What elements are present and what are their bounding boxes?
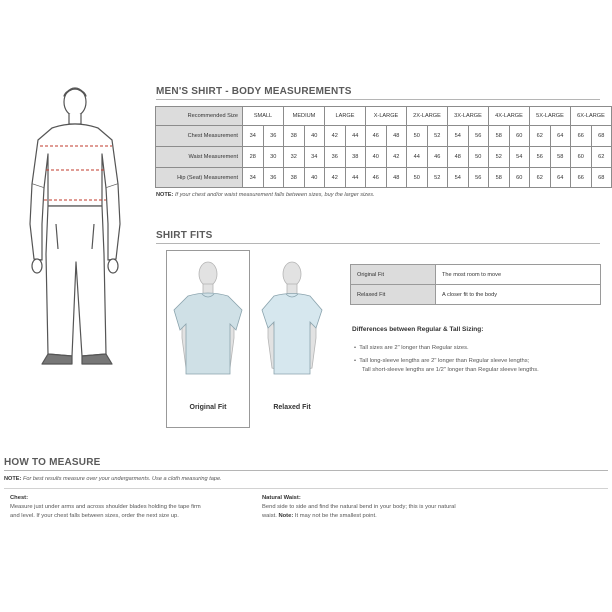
divider [4,470,608,471]
size-header: X-LARGE [366,107,407,126]
table-cell: 48 [448,147,469,168]
fit-description-cell: A closer fit to the body [436,285,601,305]
table-cell: 54 [448,126,469,147]
table-cell: 44 [345,168,366,188]
waist-text: Bend side to side and find the natural bend in your body; this is your natural [262,504,456,510]
table-cell: 50 [407,126,428,147]
table-cell: 36 [325,147,346,168]
table-cell: 58 [489,126,510,147]
table-cell: 50 [407,168,428,188]
table-cell: 40 [304,168,325,188]
table-row [156,126,612,147]
table-cell: 52 [427,126,448,147]
table-cell: 54 [448,168,469,188]
size-header: SMALL [243,107,284,126]
bullet-icon: • [354,358,360,364]
waist-text [262,512,512,521]
table-cell: 60 [509,168,530,188]
table-cell: 44 [345,126,366,147]
table-cell: 42 [325,168,346,188]
waist-heading: Natural Waist: [262,495,301,501]
shirt-fits-title: SHIRT FITS [156,230,213,241]
size-header: 5X-LARGE [530,107,571,126]
table-cell: 44 [407,147,428,168]
chest-instructions [10,494,260,521]
table-cell: 40 [366,147,387,168]
table-row [156,107,612,126]
table-cell: 66 [571,168,592,188]
row-label: Hip (Seat) Measurement [156,168,243,188]
original-fit-label: Original Fit [189,404,227,411]
table-cell: 60 [571,147,592,168]
chest-text: Measure just under arms and across shoulder blades holding the tape firm [10,504,201,510]
table-cell: 56 [468,168,489,188]
table-cell: 34 [243,168,264,188]
table-row [351,285,601,305]
size-header: LARGE [325,107,366,126]
table-cell: 50 [468,147,489,168]
divider [4,488,608,489]
table-cell: 68 [591,126,612,147]
fit-name-cell: Relaxed Fit [351,285,436,305]
table-cell: 62 [591,147,612,168]
waist-text-part: It may not be the smallest point. [293,513,377,519]
table-cell: 56 [468,126,489,147]
divider [156,243,600,244]
divider [156,99,600,100]
fit-name-cell: Original Fit [351,265,436,285]
list-item [354,366,604,375]
table-cell: 36 [263,168,284,188]
how-to-measure-title: HOW TO MEASURE [4,457,101,468]
table-cell: 68 [591,168,612,188]
size-note [156,192,375,198]
bullet-text: Tall long-sleeve lengths are 2" longer than Regular sleeve lengths; [359,358,530,364]
table-cell: 46 [366,168,387,188]
table-cell: 48 [386,126,407,147]
table-cell: 34 [304,147,325,168]
table-cell: 64 [550,168,571,188]
table-cell: 36 [263,126,284,147]
relaxed-fit-label: Relaxed Fit [273,404,311,411]
bullet-text: Tall sizes are 2" longer than Regular sizes. [359,345,469,351]
bullet-icon: • [354,345,360,351]
table-cell: 38 [284,126,305,147]
table-header-cell: Recommended Size [156,107,243,126]
table-row [156,147,612,168]
row-label: Waist Measurement [156,147,243,168]
waist-note-prefix: Note: [278,513,294,519]
table-cell: 46 [366,126,387,147]
chest-text: and level. If your chest falls between sizes, order the next size up. [10,513,179,519]
table-cell: 64 [550,126,571,147]
size-chart-table [155,106,612,188]
table-cell: 38 [345,147,366,168]
table-cell: 40 [304,126,325,147]
measure-note [4,476,222,482]
list-item [354,357,604,366]
fit-description-cell: The most room to move [436,265,601,285]
sizing-differences-title: Differences between Regular & Tall Sizing: [352,326,484,333]
table-cell: 34 [243,126,264,147]
table-cell: 60 [509,126,530,147]
table-cell: 52 [489,147,510,168]
row-label: Chest Measurement [156,126,243,147]
size-header: 3X-LARGE [448,107,489,126]
table-cell: 48 [386,168,407,188]
sizing-bullet-list [354,344,604,375]
bullet-text: Tall short-sleeve lengths are 1/2" longer than Regular sleeve lengths. [362,367,539,373]
table-cell: 38 [284,168,305,188]
note-prefix: NOTE: [4,476,22,482]
note-text: If your chest and/or waist measurement falls between sizes, buy the larger sizes. [173,192,375,198]
original-fit-shirt-illustration [170,258,246,388]
body-measurements-title: MEN'S SHIRT - BODY MEASUREMENTS [156,86,352,97]
waist-text-part: waist. [262,513,277,519]
table-cell: 62 [530,126,551,147]
size-header: MEDIUM [284,107,325,126]
relaxed-fit-shirt-illustration [254,258,330,388]
table-cell: 42 [386,147,407,168]
table-cell: 52 [427,168,448,188]
size-header: 2X-LARGE [407,107,448,126]
table-cell: 28 [243,147,264,168]
table-cell: 58 [550,147,571,168]
body-figure-illustration [22,84,132,374]
table-cell: 58 [489,168,510,188]
list-item [354,344,604,353]
table-cell: 30 [263,147,284,168]
chest-heading: Chest: [10,495,29,501]
fit-description-table [350,264,601,305]
table-row [156,168,612,188]
table-cell: 66 [571,126,592,147]
size-header: 6X-LARGE [571,107,612,126]
note-prefix: NOTE: [156,192,174,198]
table-cell: 62 [530,168,551,188]
size-header: 4X-LARGE [489,107,530,126]
table-cell: 46 [427,147,448,168]
table-cell: 32 [284,147,305,168]
table-cell: 56 [530,147,551,168]
waist-instructions [262,494,512,521]
table-cell: 42 [325,126,346,147]
table-cell: 54 [509,147,530,168]
note-text: For best results measure over your undergarments. Use a cloth measuring tape. [21,476,222,482]
table-row [351,265,601,285]
